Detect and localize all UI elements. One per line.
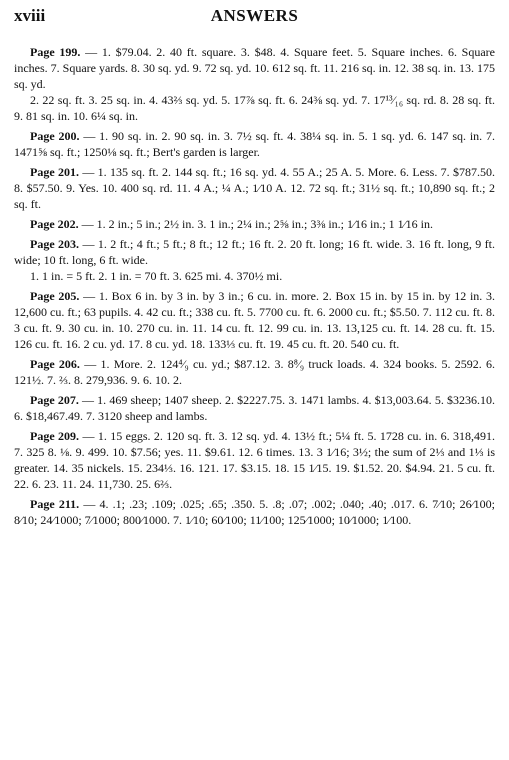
answer-paragraph — [14, 92, 495, 124]
answer-text: — 1. 90 sq. in. 2. 90 sq. in. 3. 7½ sq. ft. 4. 38¼ sq. in. 5. 1 sq. yd. 6. 147 sq. in. 7. 1471⅝ sq. ft.; 1250⅛ sq. ft.; Bert's garden is larger. — [14, 129, 496, 159]
answer-paragraph — [14, 496, 495, 528]
answer-section-206 — [14, 356, 495, 388]
answer-text: — 1. 2 in.; 5 in.; 2½ in. 3. 1 in.; 2¼ in.; 2⅝ in.; 3⅜ in.; 1⁄16 in.; 1 1⁄16 in. — [81, 217, 434, 231]
section-heading: Page 200. — [30, 129, 80, 143]
answer-section-199 — [14, 44, 495, 124]
answer-paragraph — [14, 164, 495, 212]
answer-paragraph — [14, 428, 495, 492]
answer-text: — 1. More. 2. 124⁴⁄₉ cu. yd.; $87.12. 3. 8⁸⁄₉ truck loads. 4. 324 books. 5. 2592. 6. 121½. 7. ⅔. 8. 279,936. 9. 6. 10. 2. — [14, 357, 495, 387]
answer-paragraph — [14, 216, 495, 232]
answer-section-207 — [14, 392, 495, 424]
answer-paragraph — [14, 288, 495, 352]
answer-paragraph — [14, 268, 495, 284]
section-heading: Page 201. — [30, 165, 79, 179]
answer-text: — 1. 469 sheep; 1407 sheep. 2. $2227.75. 3. 1471 lambs. 4. $13,003.64. 5. $3236.10. 6. $18,467.49. 7. 3120 sheep and lambs. — [14, 393, 495, 423]
answer-paragraph — [14, 128, 495, 160]
answer-paragraph — [14, 44, 495, 92]
section-heading: Page 207. — [30, 393, 79, 407]
answer-text: — 1. 2 ft.; 4 ft.; 5 ft.; 8 ft.; 12 ft.; 16 ft. 2. 20 ft. long; 16 ft. wide. 3. 16 ft. long, 9 ft. wide; 10 ft. long, 6 ft. wide. — [14, 237, 496, 267]
answer-text: — 1. 135 sq. ft. 2. 144 sq. ft.; 16 sq. yd. 4. 55 A.; 25 A. 5. More. 6. Less. 7. $787.50. 8. $57.50. 9. Yes. 10. 400 sq. rd. 11. 4 A.; ¼ A.; 1⁄10 A. 12. 72 sq. ft.; 31½ sq. ft.; 10,890 sq. ft.; 2 sq. ft. — [14, 165, 496, 211]
section-heading: Page 202. — [30, 217, 79, 231]
answer-section-203 — [14, 236, 495, 284]
answer-section-202 — [14, 216, 495, 232]
answer-paragraph — [14, 356, 495, 388]
page-title: ANSWERS — [210, 6, 299, 25]
answer-text: 1. 1 in. = 5 ft. 2. 1 in. = 70 ft. 3. 625 mi. 4. 370½ mi. — [30, 269, 283, 283]
answer-section-205 — [14, 288, 495, 352]
section-heading: Page 199. — [30, 45, 81, 59]
answer-text: — 1. Box 6 in. by 3 in. by 3 in.; 6 cu. in. more. 2. Box 15 in. by 15 in. by 12 in. 3. 12,600 cu. ft.; 63 pupils. 4. 42 cu. ft.; 338 cu. ft. 5. 7700 cu. ft. 6. 2000 cu. ft.; $5.50. 7. 112 cu. ft. 8. 3 cu. ft. 9. 30 cu. in. 10. 270 cu. in. 11. 14 cu. ft. 12. 99 cu. in. 13. 13,125 cu. ft. 14. 28 cu. ft. 15. 126 cu. ft. 16. 2 cu. yd. 17. 8 cu. yd. 18. 133⅓ cu. ft. 19. 45 cu. ft. 20. 540 cu. ft. — [14, 289, 496, 351]
answer-paragraph — [14, 392, 495, 424]
answer-paragraph — [14, 236, 495, 268]
section-heading: Page 203. — [30, 237, 80, 251]
answer-text: — 1. 15 eggs. 2. 120 sq. ft. 3. 12 sq. yd. 4. 13½ ft.; 5¼ ft. 5. 1728 cu. in. 6. 318,491. 7. 325 8. ⅛. 9. 499. 10. $7.56; yes. 11. $9.61. 12. 6 times. 13. 3 1⁄16; 3½; the sum of 2⅓ and 1⅓ is greater. 14. 35 nickels. 15. 234⅓. 16. 121. 17. $3.15. 18. 15 1⁄15. 19. $1.52. 20. $4.94. 21. 5 cu. ft. 22. 6. 23. 11. 24. 11,730. 25. 6⅔. — [14, 429, 496, 491]
page-number: xviii — [14, 6, 46, 25]
running-header — [14, 6, 495, 30]
section-heading: Page 205. — [30, 289, 80, 303]
answer-section-209 — [14, 428, 495, 492]
answer-section-211 — [14, 496, 495, 528]
answer-text: 2. 22 sq. ft. 3. 25 sq. in. 4. 43⅔ sq. yd. 5. 17⅞ sq. ft. 6. 24⅜ sq. yd. 7. 17¹³⁄₁₆ sq. rd. 8. 28 sq. ft. 9. 81 sq. in. 10. 6¼ sq. in. — [14, 93, 495, 123]
answer-text: — 1. $79.04. 2. 40 ft. square. 3. $48. 4. Square feet. 5. Square inches. 6. Square inches. 7. Square yards. 8. 30 sq. yd. 9. 72 sq. yd. 10. 612 sq. ft. 11. 216 sq. in. 12. 38 sq. in. 13. 175 sq. yd. — [14, 45, 496, 91]
section-heading: Page 206. — [30, 357, 80, 371]
answers-body — [14, 44, 495, 532]
answer-section-200 — [14, 128, 495, 160]
section-heading: Page 209. — [30, 429, 80, 443]
answer-text: — 4. .1; .23; .109; .025; .65; .350. 5. .8; .07; .002; .040; .40; .017. 6. 7⁄10; 26⁄100; 8⁄10; 24⁄1000; 7⁄1000; 800⁄1000. 7. 1⁄10; 60⁄100; 11⁄100; 125⁄1000; 10⁄1000; 1⁄100. — [14, 497, 496, 527]
section-heading: Page 211. — [30, 497, 80, 511]
answer-section-201 — [14, 164, 495, 212]
